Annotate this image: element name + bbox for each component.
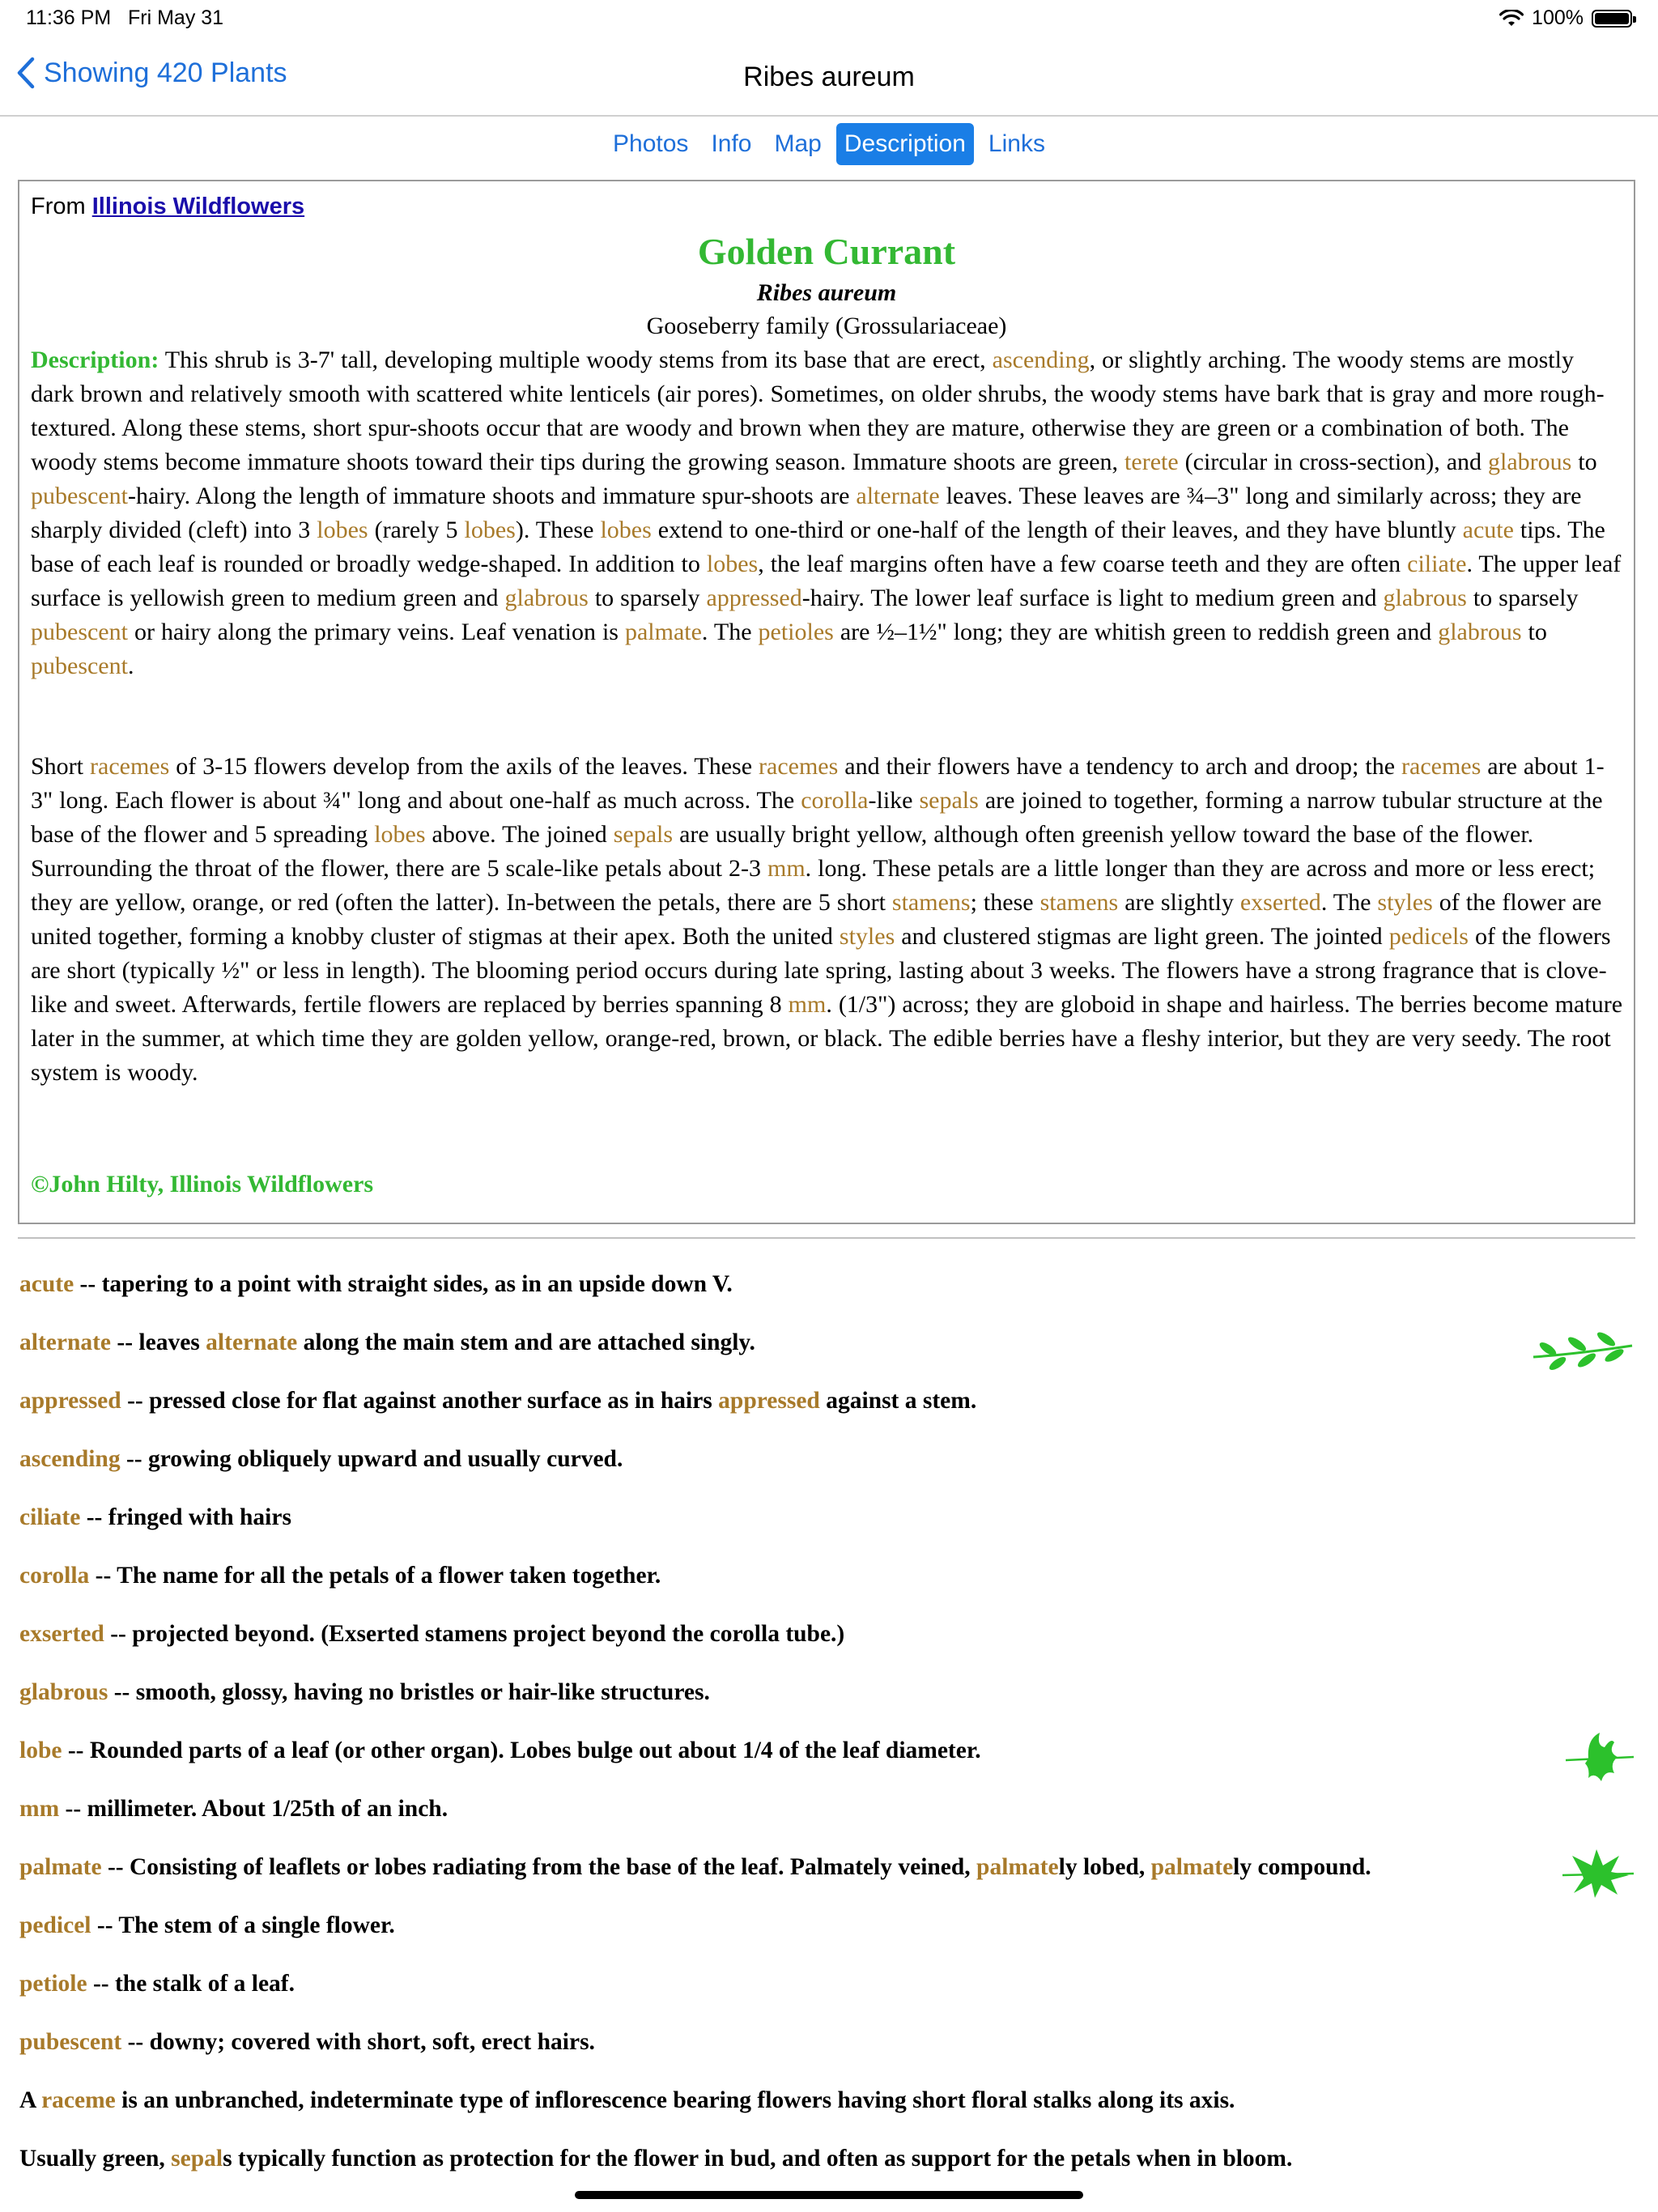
glossary-item: Usually green, sepals typically function as protection for the flower in bud, and often as support for the petals when in bloom. bbox=[19, 2146, 1293, 2172]
glossary-term-link[interactable]: appressed bbox=[718, 1388, 820, 1414]
divider bbox=[18, 1237, 1635, 1239]
glossary-term-link[interactable]: lobes bbox=[464, 517, 516, 543]
family-name: Gooseberry family (Grossulariaceae) bbox=[646, 313, 1007, 339]
glossary-term-link[interactable]: corolla bbox=[801, 787, 869, 814]
glossary-term-link[interactable]: sepals bbox=[919, 787, 979, 814]
glossary-term-link[interactable]: ciliate bbox=[1407, 551, 1467, 577]
wifi-icon bbox=[1499, 10, 1524, 28]
glossary-term-link[interactable]: lobe bbox=[19, 1738, 62, 1763]
glossary-item: A raceme is an unbranched, indeterminate type of inflorescence bearing flowers having short floral stalks along its axis. bbox=[19, 2087, 1235, 2113]
glossary-term-link[interactable]: ascending bbox=[19, 1446, 121, 1472]
tab-photos[interactable]: Photos bbox=[613, 130, 689, 157]
description-paragraph-2 bbox=[31, 750, 1622, 1090]
tab-links[interactable]: Links bbox=[988, 130, 1045, 157]
description-label: Description: bbox=[31, 347, 159, 373]
glossary-term-link[interactable]: petiole bbox=[19, 1971, 87, 1997]
glossary-term-link[interactable]: styles bbox=[1377, 889, 1433, 916]
glossary-term-link[interactable]: stamens bbox=[1039, 889, 1119, 916]
glossary-term-link[interactable]: ascending bbox=[992, 347, 1090, 373]
glossary-term-link[interactable]: alternate bbox=[19, 1329, 112, 1355]
status-right bbox=[1499, 6, 1632, 30]
glossary-item: corolla -- The name for all the petals of a flower taken together. bbox=[19, 1563, 661, 1589]
glossary-item: lobe -- Rounded parts of a leaf (or other organ). Lobes bulge out about 1/4 of the leaf diameter. bbox=[19, 1738, 981, 1763]
date-text: Fri May 31 bbox=[128, 6, 224, 29]
glossary-term-link[interactable]: mm bbox=[19, 1796, 60, 1822]
page-title: Ribes aureum bbox=[743, 62, 915, 92]
glossary-term-link[interactable]: glabrous bbox=[19, 1679, 108, 1705]
glossary-term-link[interactable]: exserted bbox=[19, 1621, 104, 1647]
glossary-term-link[interactable]: pedicel bbox=[19, 1912, 91, 1938]
glossary-term-link[interactable]: mm bbox=[788, 991, 827, 1018]
glossary-term-link[interactable]: appressed bbox=[706, 585, 802, 611]
glossary-term-link[interactable]: glabrous bbox=[1383, 585, 1467, 611]
glossary-term-link[interactable]: corolla bbox=[19, 1563, 90, 1589]
paragraph-2-text: Short racemes of 3-15 flowers develop from the axils of the leaves. These racemes and their flowers have a tendency to arch and droop; the racemes are about 1-3" long. Each flower is about ¾" long and about one-half as much across. The corolla-like sepals are joined to together, forming a narrow tubular structure at the base of the flower and 5 spreading lobes above. The joined sepals are usually bright yellow, although often greenish yellow toward the base of the flower. Surrounding the throat of the flower, there are 5 scale-like petals about 2-3 mm. long. These petals are a little longer than they are across and more or less erect; they are yellow, orange, or red (often the latter). In-between the petals, there are 5 short stamens; these stamens are slightly exserted. The styles of the flower are united together, forming a knobby cluster of stigmas at their apex. Both the united styles and clustered stigmas are light green. The jointed pedicels of the flowers are short (typically ½" or less in length). The blooming period occurs during late spring, lasting about 3 weeks. The flowers have a strong fragrance that is clove-like and sweet. Afterwards, fertile flowers are replaced by berries spanning 8 mm. (1/3") across; they are globoid in shape and hairless. The berries become mature later in the summer, at which time they are golden yellow, orange-red, brown, or black. The edible berries have a fleshy interior, but they are very seedy. The root system is woody. bbox=[31, 753, 1623, 1086]
source-link[interactable]: Illinois Wildflowers bbox=[91, 194, 305, 219]
glossary-term-link[interactable]: raceme bbox=[41, 2087, 116, 2113]
glossary-term-link[interactable]: alternate bbox=[206, 1329, 298, 1355]
description-paragraph-1 bbox=[31, 343, 1622, 683]
tab-bar bbox=[0, 123, 1658, 165]
glossary-term-link[interactable]: racemes bbox=[1401, 753, 1482, 780]
glossary-term-link[interactable]: palmate bbox=[19, 1854, 102, 1880]
glossary-term-link[interactable]: mm bbox=[767, 855, 806, 882]
glossary-term-link[interactable]: petioles bbox=[758, 619, 834, 645]
glossary-term-link[interactable]: exserted bbox=[1239, 889, 1321, 916]
glossary-term-link[interactable]: sepal bbox=[171, 2146, 223, 2172]
glossary-item: appressed -- pressed close for flat against another surface as in hairs appressed against a stem. bbox=[19, 1388, 977, 1414]
glossary-term-link[interactable]: lobes bbox=[317, 517, 368, 543]
glossary-term-link[interactable]: pubescent bbox=[31, 653, 128, 679]
navigation-bar bbox=[0, 42, 1658, 117]
glossary-item: pedicel -- The stem of a single flower. bbox=[19, 1912, 395, 1938]
tab-description[interactable]: Description bbox=[836, 123, 974, 165]
glossary-term-link[interactable]: racemes bbox=[759, 753, 839, 780]
source-prefix: From bbox=[31, 194, 86, 219]
copyright: ©John Hilty, Illinois Wildflowers bbox=[31, 1171, 374, 1197]
glossary-term-link[interactable]: glabrous bbox=[1488, 449, 1572, 475]
glossary-term-link[interactable]: glabrous bbox=[504, 585, 589, 611]
glossary-item: glabrous -- smooth, glossy, having no bristles or hair-like structures. bbox=[19, 1679, 710, 1705]
lobed-leaf-icon bbox=[1564, 1731, 1637, 1784]
alternate-leaves-icon bbox=[1530, 1325, 1635, 1370]
glossary-term-link[interactable]: pedicels bbox=[1388, 923, 1469, 950]
glossary-item: palmate -- Consisting of leaflets or lobes radiating from the base of the leaf. Palmately veined, palmately lobed, palmately compound. bbox=[19, 1854, 1371, 1880]
time-text: 11:36 PM bbox=[26, 6, 112, 29]
glossary bbox=[19, 1263, 1574, 2196]
status-time bbox=[26, 6, 223, 30]
glossary-term-link[interactable]: acute bbox=[19, 1271, 74, 1297]
glossary-term-link[interactable]: stamens bbox=[891, 889, 971, 916]
glossary-term-link[interactable]: terete bbox=[1124, 449, 1179, 475]
source-line bbox=[31, 191, 1622, 222]
glossary-item: exserted -- projected beyond. (Exserted stamens project beyond the corolla tube.) bbox=[19, 1621, 845, 1647]
common-name: Golden Currant bbox=[697, 231, 956, 272]
glossary-item: petiole -- the stalk of a leaf. bbox=[19, 1971, 295, 1997]
glossary-item: ciliate -- fringed with hairs bbox=[19, 1504, 291, 1530]
glossary-term-link[interactable]: styles bbox=[839, 923, 895, 950]
glossary-term-link[interactable]: lobes bbox=[706, 551, 759, 577]
glossary-term-link[interactable]: acute bbox=[1462, 517, 1514, 543]
tab-map[interactable]: Map bbox=[774, 130, 822, 157]
glossary-term-link[interactable]: palmate bbox=[976, 1854, 1059, 1880]
status-bar bbox=[0, 0, 1658, 39]
paragraph-1-text: This shrub is 3-7' tall, developing multiple woody stems from its base that are erect, ascending, or slightly arching. The woody stems are mostly dark brown and relatively smooth with scattered white lenticels (air pores). Sometimes, on older shrubs, the woody stems have bark that is gray and more rough-textured. Along these stems, short spur-shoots occur that are woody and brown when they are mature, otherwise they are green or a combination of both. The woody stems become immature shoots toward their tips during the growing season. Immature shoots are green, terete (circular in cross-section), and glabrous to pubescent-hairy. Along the length of immature shoots and immature spur-shoots are alternate leaves. These leaves are ¾–3" long and similarly across; they are sharply divided (cleft) into 3 lobes (rarely 5 lobes). These lobes extend to one-third or one-half of the length of their leaves, and they have bluntly acute tips. The base of each leaf is rounded or broadly wedge-shaped. In addition to lobes, the leaf margins often have a few coarse teeth and they are often ciliate. The upper leaf surface is yellowish green to medium green and glabrous to sparsely appressed-hairy. The lower leaf surface is light to medium green and glabrous to sparsely pubescent or hairy along the primary veins. Leaf venation is palmate. The petioles are ½–1½" long; they are whitish green to reddish green and glabrous to pubescent. bbox=[31, 347, 1622, 679]
glossary-term-link[interactable]: pubescent bbox=[19, 2029, 122, 2055]
back-button-label: Showing 420 Plants bbox=[44, 57, 287, 88]
palmate-leaf-icon bbox=[1561, 1848, 1637, 1899]
glossary-term-link[interactable]: palmate bbox=[624, 619, 702, 645]
glossary-item: ascending -- growing obliquely upward and usually curved. bbox=[19, 1446, 623, 1472]
glossary-term-link[interactable]: racemes bbox=[90, 753, 170, 780]
glossary-item: alternate -- leaves alternate along the main stem and are attached singly. bbox=[19, 1329, 755, 1355]
glossary-item: mm -- millimeter. About 1/25th of an inch. bbox=[19, 1796, 449, 1822]
glossary-term-link[interactable]: pubescent bbox=[31, 483, 128, 509]
glossary-term-link[interactable]: glabrous bbox=[1438, 619, 1522, 645]
battery-icon bbox=[1592, 10, 1632, 28]
glossary-term-link[interactable]: lobes bbox=[374, 821, 426, 848]
glossary-term-link[interactable]: sepals bbox=[613, 821, 674, 848]
home-indicator[interactable] bbox=[575, 2191, 1083, 2199]
glossary-term-link[interactable]: alternate bbox=[856, 483, 940, 509]
glossary-term-link[interactable]: lobes bbox=[600, 517, 652, 543]
tab-info[interactable]: Info bbox=[711, 130, 752, 157]
description-panel bbox=[18, 180, 1635, 1224]
glossary-item: pubescent -- downy; covered with short, soft, erect hairs. bbox=[19, 2029, 595, 2055]
glossary-term-link[interactable]: palmate bbox=[1150, 1854, 1234, 1880]
glossary-item: acute -- tapering to a point with straight sides, as in an upside down V. bbox=[19, 1271, 733, 1297]
glossary-term-link[interactable]: appressed bbox=[19, 1388, 121, 1414]
glossary-term-link[interactable]: pubescent bbox=[31, 619, 128, 645]
scientific-name: Ribes aureum bbox=[756, 279, 897, 306]
glossary-term-link[interactable]: ciliate bbox=[19, 1504, 81, 1530]
battery-percent: 100% bbox=[1532, 6, 1584, 29]
